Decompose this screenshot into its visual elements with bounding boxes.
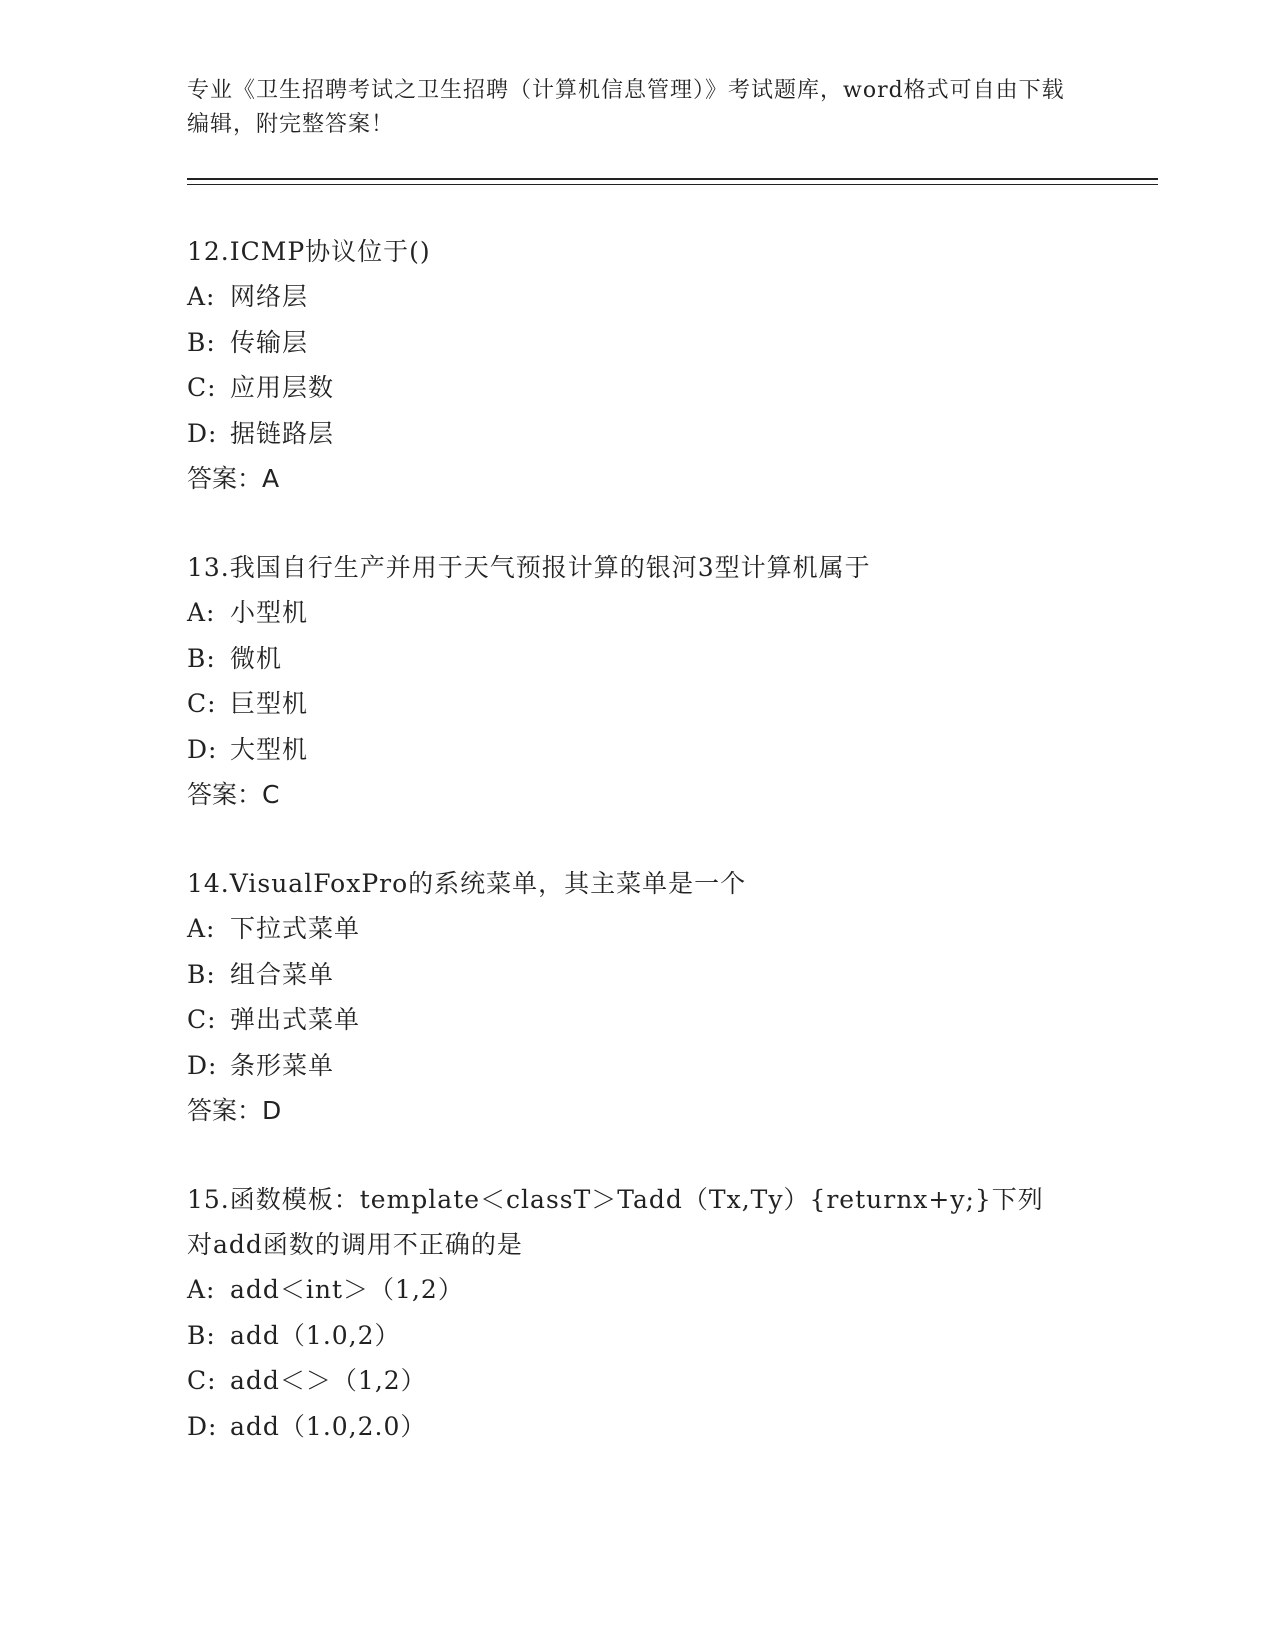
option-d <box>187 727 1087 773</box>
option-a <box>187 906 1087 952</box>
question-title: 12.ICMP协议位于() <box>187 237 431 266</box>
answer: 答案：C <box>187 780 280 809</box>
option-text: 据链路层 <box>230 418 335 448</box>
option-text: 传输层 <box>230 327 309 357</box>
option-c <box>187 365 1087 411</box>
option-text: 应用层数 <box>230 373 335 402</box>
option-letter: C: <box>187 689 217 718</box>
option-letter: A: <box>187 282 216 311</box>
option-c <box>187 681 1087 727</box>
option-letter: A: <box>187 1275 216 1304</box>
option-a <box>187 590 1087 636</box>
option-b <box>187 320 1087 366</box>
option-letter: A: <box>187 598 216 627</box>
option-text: 下拉式菜单 <box>230 914 361 943</box>
option-text: 微机 <box>230 643 283 673</box>
header-rule-thick <box>187 178 1158 180</box>
option-text: add＜int＞（1,2） <box>230 1275 464 1304</box>
question-13 <box>187 545 1087 817</box>
question-12 <box>187 229 1087 501</box>
option-letter: B: <box>187 327 216 357</box>
option-letter: A: <box>187 914 216 943</box>
option-text: 小型机 <box>230 598 309 627</box>
option-d <box>187 1043 1087 1089</box>
option-text: 组合菜单 <box>230 959 335 989</box>
option-b <box>187 636 1087 682</box>
option-c <box>187 1358 1047 1404</box>
question-15 <box>187 1177 1047 1449</box>
option-text: 条形菜单 <box>230 1050 335 1080</box>
option-letter: B: <box>187 1320 216 1350</box>
option-text: add（1.0,2.0） <box>230 1411 427 1441</box>
option-text: 网络层 <box>230 282 309 311</box>
option-letter: D: <box>187 418 218 448</box>
answer: 答案：A <box>187 464 280 493</box>
question-title: 14.VisualFoxPro的系统菜单，其主菜单是一个 <box>187 869 747 898</box>
option-letter: D: <box>187 1411 218 1441</box>
option-text: 大型机 <box>230 734 309 764</box>
option-text: add＜＞（1,2） <box>230 1366 427 1395</box>
question-title: 13.我国自行生产并用于天气预报计算的银河3型计算机属于 <box>187 553 871 582</box>
option-letter: B: <box>187 959 216 989</box>
header-rule-thin <box>187 184 1158 185</box>
option-b <box>187 1313 1047 1359</box>
option-letter: C: <box>187 1366 217 1395</box>
answer: 答案：D <box>187 1096 282 1125</box>
option-a <box>187 274 1087 320</box>
option-d <box>187 411 1087 457</box>
option-letter: D: <box>187 734 218 764</box>
option-d <box>187 1404 1047 1450</box>
document-header: 专业《卫生招聘考试之卫生招聘（计算机信息管理）》考试题库，word格式可自由下载编辑，附完整答案！ <box>187 78 1065 137</box>
option-text: 巨型机 <box>230 689 309 718</box>
question-14 <box>187 861 1087 1133</box>
option-letter: D: <box>187 1050 218 1080</box>
option-a <box>187 1267 1047 1313</box>
option-b <box>187 952 1087 998</box>
option-text: add（1.0,2） <box>230 1320 401 1350</box>
question-title: 15.函数模板：template＜classT＞Tadd（Tx,Ty）{returnx+y;}下列对add函数的调用不正确的是 <box>187 1185 1044 1259</box>
option-text: 弹出式菜单 <box>230 1005 361 1034</box>
option-letter: C: <box>187 1005 217 1034</box>
option-letter: B: <box>187 643 216 673</box>
option-letter: C: <box>187 373 217 402</box>
option-c <box>187 997 1087 1043</box>
